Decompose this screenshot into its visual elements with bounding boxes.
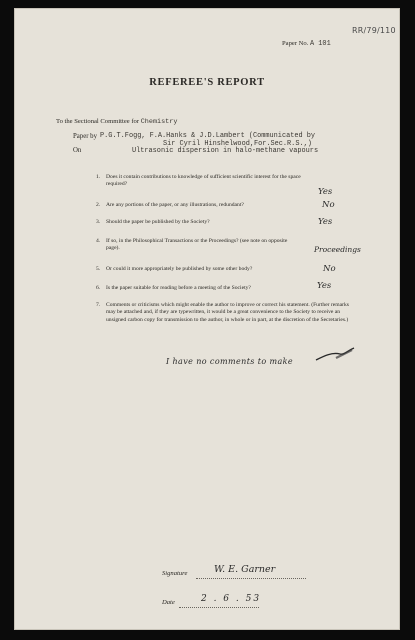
ink-flourish xyxy=(314,346,356,364)
question-text: Should the paper be published by the Society? xyxy=(106,219,210,225)
question-number: 7. xyxy=(96,302,101,308)
signature-line xyxy=(196,578,306,579)
question-number: 3. xyxy=(96,219,101,225)
answer-5: No xyxy=(323,264,336,274)
answer-6: Yes xyxy=(317,281,332,291)
question-text: Is the paper suitable for reading before a meeting of the Society? xyxy=(106,285,251,291)
paper-on-label: On xyxy=(73,147,82,154)
question-5 xyxy=(96,266,302,273)
page-title: REFEREE'S REPORT xyxy=(149,77,265,88)
referee-report-sheet xyxy=(14,8,400,630)
paper-number-value: A 101 xyxy=(310,40,331,48)
committee-line xyxy=(56,118,177,126)
question-4 xyxy=(96,238,302,253)
date-label: Date xyxy=(162,599,175,606)
paper-by-label: Paper by xyxy=(73,133,97,140)
paper-authors-line-1: P.G.T.Fogg, F.A.Hanks & J.D.Lambert (Communicated by xyxy=(100,132,316,140)
question-2 xyxy=(96,202,302,209)
report-date: 2 . 6 . 53 xyxy=(201,594,262,604)
answer-3: Yes xyxy=(318,217,333,227)
question-3 xyxy=(96,219,302,226)
question-number: 2. xyxy=(96,202,101,208)
answer-2: No xyxy=(322,200,335,210)
referee-comment: I have no comments to make xyxy=(166,357,294,366)
paper-subject: Ultrasonic dispersion in halo-methane vapours xyxy=(132,147,319,155)
question-6 xyxy=(96,285,302,292)
question-number: 4. xyxy=(96,238,101,244)
archive-reference: RR/79/110 xyxy=(352,26,396,35)
question-number: 1. xyxy=(96,174,101,180)
question-text: Are any portions of the paper, or any illustrations, redundant? xyxy=(106,202,244,208)
question-number: 5. xyxy=(96,266,101,272)
committee-label: To the Sectional Committee for xyxy=(56,118,140,125)
paper-number xyxy=(282,40,331,48)
question-1 xyxy=(96,174,302,189)
question-text: If so, in the Philosophical Transactions or the Proceedings? (see note on opposite page). xyxy=(106,238,288,252)
question-text: Does it contain contributions to knowledge of sufficient scientific interest for the space required? xyxy=(106,174,301,188)
question-text: Comments or criticisms which might enable the author to improve or correct his statement. (Further remarks may be attached and, if they are typewritten, it would be a great convenience to the Society to receive an unsigned carbon copy for transmission to the author, in whole or in part, at the discretion of the Secretaries.) xyxy=(106,302,349,323)
answer-4: Proceedings xyxy=(314,245,361,254)
question-7 xyxy=(96,302,356,324)
answer-1: Yes xyxy=(318,187,333,197)
paper-authors-line-2: Sir Cyril Hinshelwood,For.Sec.R.S.,) xyxy=(163,140,312,148)
signature-label: Signature xyxy=(162,570,188,577)
question-number: 6. xyxy=(96,285,101,291)
paper-number-label: Paper No. xyxy=(282,40,309,47)
committee-value: Chemistry xyxy=(140,118,178,126)
referee-signature: W. E. Garner xyxy=(214,564,276,575)
question-text: Or could it more appropriately be published by some other body? xyxy=(106,266,253,272)
date-line xyxy=(179,607,259,608)
